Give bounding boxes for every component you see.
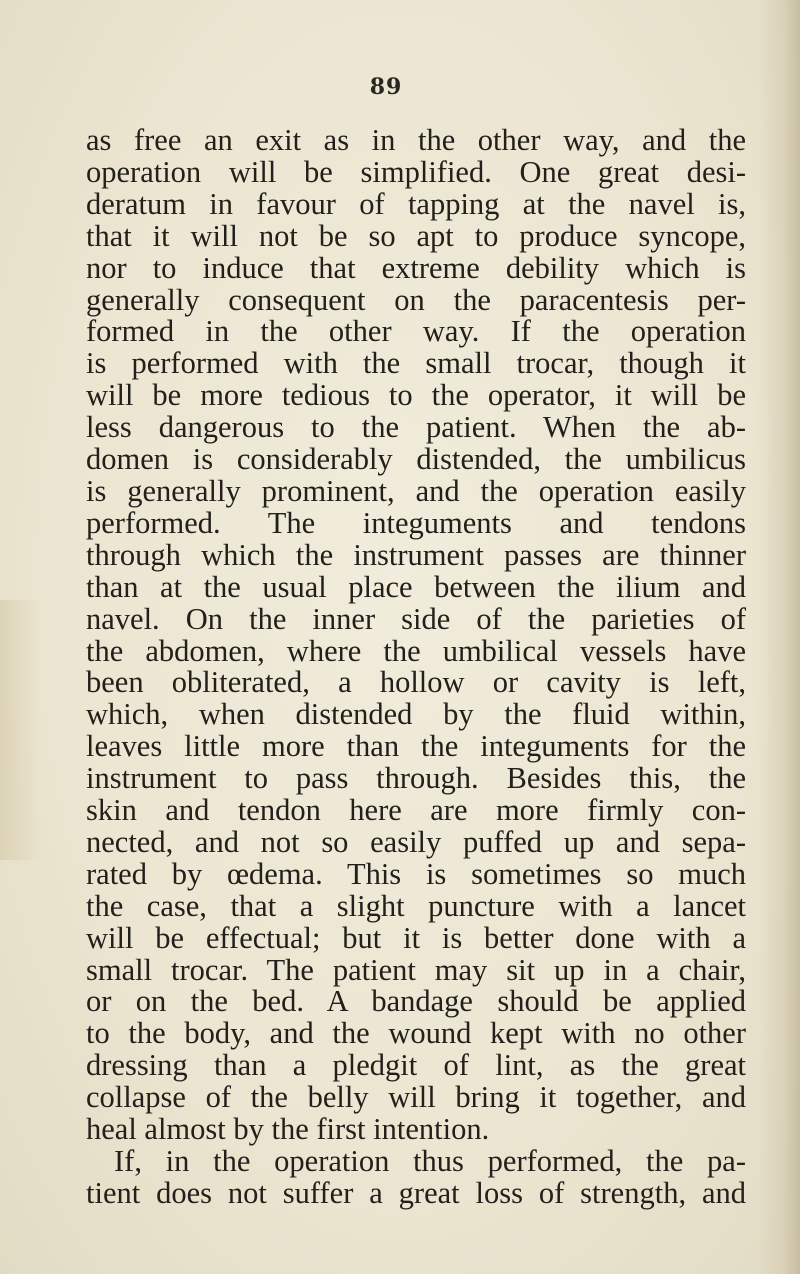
text-line: which, when distended by the fluid within, — [86, 697, 746, 732]
text-line: is generally prominent, and the operation easily — [86, 473, 746, 508]
body-text — [86, 125, 746, 1210]
text-line: formed in the other way. If the operation — [86, 314, 746, 349]
text-line: operation will be simplified. One great desi- — [86, 154, 746, 189]
text-line: small trocar. The patient may sit up in a chair, — [86, 952, 746, 987]
text-line: If, in the operation thus performed, the pa- — [114, 1144, 746, 1178]
text-line: leaves little more than the integuments for the — [86, 729, 746, 764]
text-line: that it will not be so apt to produce syncope, — [86, 218, 746, 253]
text-line: to the body, and the wound kept with no other — [86, 1016, 746, 1051]
text-line: domen is considerably distended, the umbilicus — [86, 442, 746, 477]
text-line: navel. On the inner side of the parieties of — [86, 601, 746, 636]
text-line: tient does not suffer a great loss of strength, and — [86, 1175, 746, 1210]
text-line: instrument to pass through. Besides this, the — [86, 761, 746, 796]
text-line: dressing than a pledgit of lint, as the great — [86, 1048, 746, 1083]
text-line: skin and tendon here are more firmly con- — [86, 793, 746, 828]
text-line: heal almost by the first intention. — [86, 1112, 490, 1147]
page-number: 89 — [369, 74, 403, 100]
text-line: will be effectual; but it is better done with a — [86, 920, 746, 955]
page-stain — [0, 600, 40, 860]
text-line: or on the bed. A bandage should be applied — [86, 984, 746, 1019]
text-line: as free an exit as in the other way, and the — [86, 123, 746, 157]
text-line: deratum in favour of tapping at the navel is, — [86, 186, 746, 221]
text-line: through which the instrument passes are thinner — [86, 537, 746, 572]
text-line: nected, and not so easily puffed up and sepa- — [86, 824, 746, 859]
text-line: will be more tedious to the operator, it will be — [86, 378, 746, 413]
text-line: is performed with the small trocar, though it — [86, 346, 746, 381]
text-line: less dangerous to the patient. When the ab- — [86, 410, 746, 445]
text-line: nor to induce that extreme debility which is — [86, 250, 746, 285]
text-line: the case, that a slight puncture with a lancet — [86, 888, 746, 923]
text-line: generally consequent on the paracentesis per- — [86, 282, 746, 317]
text-line: the abdomen, where the umbilical vessels have — [86, 633, 746, 668]
page-edge-shadow — [758, 0, 800, 1274]
text-line: collapse of the belly will bring it together, and — [86, 1080, 746, 1115]
text-line: performed. The integuments and tendons — [86, 505, 746, 540]
text-line: rated by œdema. This is sometimes so much — [86, 856, 746, 891]
text-line: than at the usual place between the ilium and — [86, 569, 746, 604]
text-line: been obliterated, a hollow or cavity is left, — [86, 665, 746, 700]
